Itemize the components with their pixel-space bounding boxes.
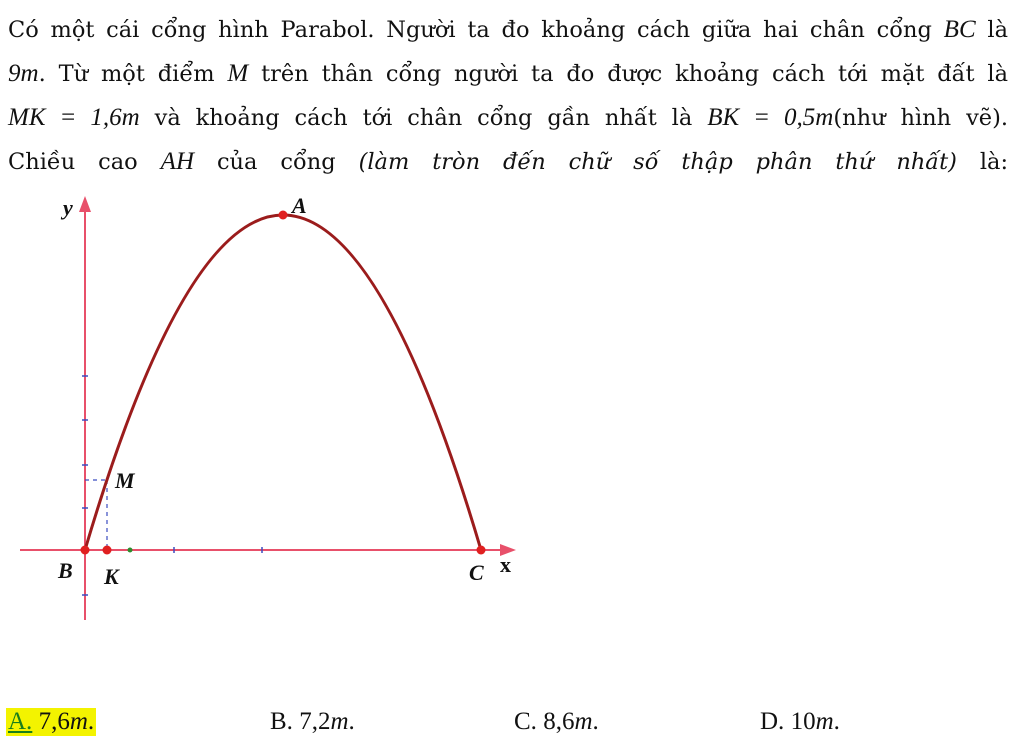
point-c: [477, 546, 486, 555]
label-x: x: [500, 552, 511, 577]
answer-unit: m: [69, 708, 88, 735]
math-mk: MK = 1,6m: [8, 104, 140, 131]
rounding-note: (làm tròn đến chữ số thập phân thứ nhất): [358, 149, 957, 175]
answer-value: 8,6: [543, 708, 575, 735]
answer-key: B.: [270, 708, 293, 735]
answer-key: C.: [514, 708, 537, 735]
math-m: M: [227, 60, 249, 87]
label-b: B: [58, 558, 73, 583]
answer-key: D.: [760, 708, 785, 735]
problem-text: Chiều cao: [8, 149, 138, 175]
label-m: M: [115, 468, 135, 493]
answer-value: 7,6: [38, 708, 70, 735]
problem-text: . Từ một điểm: [38, 61, 215, 87]
problem-text: là:: [979, 149, 1009, 175]
y-axis-arrow-icon: [79, 196, 91, 212]
parabola-curve: [85, 215, 481, 550]
answer-d[interactable]: [760, 708, 840, 736]
point-a: [279, 211, 288, 220]
answer-unit: m: [574, 708, 593, 735]
answer-end: .: [87, 708, 95, 735]
answer-end: .: [348, 708, 355, 735]
answer-options: [0, 700, 1024, 744]
answer-a[interactable]: [6, 708, 96, 736]
label-c: C: [469, 560, 484, 585]
math-bk: BK = 0,5m: [707, 104, 834, 131]
x-axis-tick-dot: [128, 548, 133, 553]
point-k: [103, 546, 112, 555]
label-y: y: [63, 195, 73, 220]
label-a: A: [292, 193, 307, 218]
math-bc: BC: [943, 16, 976, 43]
answer-value: 7,2: [299, 708, 331, 735]
problem-text: của cổng: [216, 149, 336, 175]
problem-text: và khoảng cách tới chân cổng gần nhất là: [154, 105, 693, 131]
answer-value: 10: [790, 708, 816, 735]
answer-unit: m: [330, 708, 349, 735]
answer-c[interactable]: [514, 708, 599, 736]
problem-text: Có một cái cổng hình Parabol. Người ta đo khoảng cách giữa hai chân cổng: [8, 17, 932, 43]
answer-key: A.: [8, 708, 33, 735]
answer-end: .: [833, 708, 840, 735]
point-b: [81, 546, 90, 555]
problem-text: (như hình vẽ).: [833, 105, 1009, 131]
answer-b[interactable]: [270, 708, 355, 736]
answer-end: .: [592, 708, 599, 735]
problem-text: là: [987, 17, 1008, 43]
answer-unit: m: [815, 708, 834, 735]
problem-text: trên thân cổng người ta đo được khoảng cách tới mặt đất là: [261, 61, 1008, 87]
math-ah: AH: [160, 148, 194, 175]
math-9m: 9m: [8, 60, 39, 87]
label-k: K: [104, 564, 119, 589]
